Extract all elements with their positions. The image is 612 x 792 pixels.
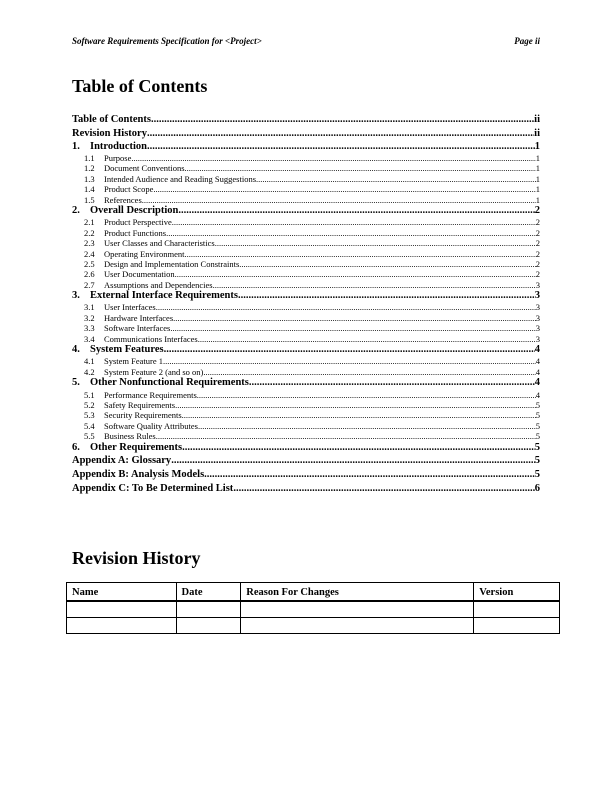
toc-entry-title: Other Nonfunctional Requirements — [90, 377, 249, 389]
toc-entry-title: References — [104, 194, 142, 205]
toc-entry-label — [72, 141, 147, 153]
toc-page-number: 3 — [534, 290, 540, 302]
column-header-name: Name — [67, 583, 177, 602]
toc-leader-dots — [238, 290, 535, 302]
toc-subentry[interactable] — [72, 302, 540, 312]
toc-entry-title: Appendix B: Analysis Models — [72, 468, 205, 480]
toc-entry-title: Software Interfaces — [104, 323, 171, 334]
toc-leader-dots — [147, 127, 534, 141]
toc-leader-dots — [249, 377, 535, 389]
toc-entry-title: Other Requirements — [90, 441, 183, 453]
toc-page-number: 5 — [535, 431, 540, 442]
table-row — [67, 618, 560, 634]
toc-page-number: 3 — [535, 279, 540, 290]
toc-entry-number: 3.4 — [84, 333, 95, 344]
toc-entry-label — [84, 334, 198, 344]
toc-leader-dots — [171, 454, 535, 468]
toc-page-number: 1 — [535, 152, 540, 163]
toc-entry[interactable] — [72, 141, 540, 153]
toc-leader-dots — [173, 313, 536, 323]
toc-page-number: 2 — [534, 204, 540, 216]
toc-entry[interactable] — [72, 454, 540, 468]
toc-entry-number: 4. — [72, 344, 80, 356]
toc-subentry[interactable] — [72, 410, 540, 420]
toc-entry-label — [84, 356, 163, 366]
toc-entry-title: Performance Requirements — [104, 389, 197, 400]
toc-entry-title: Communications Interfaces — [104, 333, 198, 344]
toc-page-number: 5 — [534, 454, 540, 466]
toc-leader-dots — [164, 344, 535, 356]
toc-page-number: 2 — [535, 258, 540, 269]
toc-entry-title: User Interfaces — [104, 302, 156, 313]
toc-page-number: 5 — [535, 420, 540, 431]
toc-subentry[interactable] — [72, 356, 540, 366]
toc-entry-label — [72, 205, 178, 217]
toc-entry-label — [84, 269, 175, 279]
toc-subentry[interactable] — [72, 163, 540, 173]
toc-leader-dots — [182, 442, 535, 454]
toc-entry-number: 5.5 — [84, 431, 95, 442]
toc-entry-label — [84, 400, 175, 410]
page-header — [72, 36, 540, 50]
toc-entry-number: 1.1 — [84, 152, 95, 163]
toc-leader-dots — [198, 421, 536, 431]
toc-leader-dots — [197, 390, 536, 400]
toc-page-number: ii — [534, 127, 540, 139]
toc-leader-dots — [203, 367, 535, 377]
toc-entry-label — [72, 454, 171, 468]
toc-entry-number: 2. — [72, 204, 80, 216]
toc-subentry[interactable] — [72, 153, 540, 163]
toc-entry-title: Appendix C: To Be Determined List — [72, 482, 234, 494]
toc-entry-title: Revision History — [72, 127, 147, 139]
toc-subentry[interactable] — [72, 174, 540, 184]
toc-entry-label — [72, 482, 233, 496]
toc-page-number: 6 — [534, 482, 540, 494]
toc-subentry[interactable] — [72, 323, 540, 333]
toc-entry-title: Software Quality Attributes — [104, 420, 198, 431]
toc-subentry[interactable] — [72, 367, 540, 377]
toc-subentry[interactable] — [72, 184, 540, 194]
toc-page-number: ii — [534, 114, 540, 125]
toc-leader-dots — [151, 113, 534, 127]
toc-entry-label — [84, 367, 203, 377]
toc-heading: Table of Contents — [72, 76, 208, 96]
toc-entry-label — [84, 163, 185, 173]
toc-entry-number: 5.4 — [84, 420, 95, 431]
toc-page-number: 2 — [535, 227, 540, 238]
toc-entry-label — [84, 249, 185, 259]
toc-entry-label — [84, 280, 213, 290]
toc-subentry[interactable] — [72, 313, 540, 323]
table-cell-name[interactable] — [67, 601, 177, 618]
toc-entry-title: User Classes and Characteristics — [104, 238, 215, 249]
toc-subentry[interactable] — [72, 195, 540, 205]
toc-entry[interactable] — [72, 205, 540, 217]
toc-entry-label — [84, 390, 197, 400]
toc-page-number: 3 — [535, 323, 540, 334]
toc-entry[interactable] — [72, 468, 540, 482]
toc-entry-title: Business Rules — [104, 431, 156, 442]
toc-subentry[interactable] — [72, 217, 540, 227]
toc-entry-title: Appendix A: Glossary — [72, 454, 172, 466]
toc-entry-number: 3. — [72, 290, 80, 302]
toc-subentry[interactable] — [72, 280, 540, 290]
toc-entry-title: Introduction — [90, 140, 147, 152]
toc-entry[interactable] — [72, 442, 540, 454]
toc-entry-label — [84, 302, 156, 312]
toc-leader-dots — [142, 195, 536, 205]
toc-entry-title: Purpose — [104, 152, 132, 163]
toc-entry-label — [72, 344, 164, 356]
table-cell-reason[interactable] — [241, 601, 474, 618]
column-header-reason: Reason For Changes — [241, 583, 474, 602]
toc-leader-dots — [204, 468, 535, 482]
toc-page-number: 1 — [534, 140, 540, 152]
toc-subentry[interactable] — [72, 249, 540, 259]
toc-entry-title: System Features — [90, 344, 164, 356]
toc-entry-title: Operating Environment — [104, 248, 185, 259]
toc-entry-number: 1. — [72, 140, 80, 152]
toc-leader-dots — [185, 163, 536, 173]
table-cell-date[interactable] — [176, 618, 241, 634]
toc-entry-number: 2.5 — [84, 258, 95, 269]
toc-leader-dots — [239, 259, 535, 269]
toc-entry-label — [84, 313, 173, 323]
toc-leader-dots — [147, 141, 535, 153]
header-document-title: Software Requirements Specification for <Project> — [72, 36, 262, 46]
toc-entry-label — [84, 174, 256, 184]
toc-entry-title: Product Perspective — [104, 217, 172, 228]
toc-leader-dots — [153, 184, 535, 194]
toc-entry-number: 1.4 — [84, 184, 95, 195]
toc-subentry[interactable] — [72, 400, 540, 410]
toc-page-number: 5 — [534, 441, 540, 453]
toc-leader-dots — [185, 249, 536, 259]
toc-entry-title: Table of Contents — [72, 114, 151, 125]
toc-subentry[interactable] — [72, 421, 540, 431]
table-header-row — [67, 583, 560, 602]
toc-entry-title: Document Conventions — [104, 163, 185, 174]
toc-entry-number: 3.1 — [84, 302, 95, 313]
toc-subentry[interactable] — [72, 269, 540, 279]
toc-entry[interactable] — [72, 344, 540, 356]
revision-history-heading: Revision History — [72, 548, 201, 568]
toc-entry-number: 2.3 — [84, 238, 95, 249]
toc-entry-number: 3.2 — [84, 312, 95, 323]
toc-page-number: 2 — [535, 269, 540, 280]
toc-entry-number: 4.1 — [84, 356, 95, 367]
toc-entry-label — [72, 290, 238, 302]
toc-entry-label — [84, 421, 198, 431]
toc-entry-title: Assumptions and Dependencies — [104, 279, 213, 290]
toc-entry-number: 1.3 — [84, 173, 95, 184]
toc-page-number: 4 — [534, 377, 540, 389]
table-cell-version[interactable] — [474, 601, 560, 618]
toc-entry-number: 5.2 — [84, 399, 95, 410]
toc-leader-dots — [213, 280, 536, 290]
column-header-date: Date — [176, 583, 241, 602]
toc-entry-label — [84, 228, 166, 238]
table-cell-date[interactable] — [176, 601, 241, 618]
toc-entry-label — [72, 442, 182, 454]
toc-entry-label — [84, 217, 172, 227]
toc-entry-number: 5.1 — [84, 389, 95, 400]
toc-subentry[interactable] — [72, 228, 540, 238]
toc-leader-dots — [198, 334, 536, 344]
toc-leader-dots — [233, 482, 534, 496]
toc-leader-dots — [172, 217, 536, 227]
table-cell-name[interactable] — [67, 618, 177, 634]
toc-entry-label — [84, 410, 182, 420]
toc-page-number: 1 — [535, 163, 540, 174]
toc-subentry[interactable] — [72, 431, 540, 441]
table-cell-reason[interactable] — [241, 618, 474, 634]
toc-entry-title: System Feature 2 (and so on) — [104, 366, 204, 377]
toc-page-number: 3 — [535, 312, 540, 323]
toc-page-number: 4 — [535, 366, 540, 377]
toc-entry[interactable] — [72, 127, 540, 141]
toc-entry-number: 6. — [72, 441, 80, 453]
toc-entry-title: Intended Audience and Reading Suggestions — [104, 173, 257, 184]
toc-entry-number: 5.3 — [84, 410, 95, 421]
toc-entry[interactable] — [72, 482, 540, 496]
revision-history-table — [66, 582, 560, 634]
toc-page-number: 2 — [535, 248, 540, 259]
toc-page-number: 5 — [535, 410, 540, 421]
toc-leader-dots — [175, 400, 536, 410]
toc-page-number: 5 — [534, 468, 540, 480]
toc-leader-dots — [215, 238, 536, 248]
toc-entry-title: Design and Implementation Constraints — [104, 258, 240, 269]
toc-page-number: 4 — [535, 356, 540, 367]
toc-entry-number: 5. — [72, 377, 80, 389]
toc-leader-dots — [166, 228, 536, 238]
toc-page-number: 4 — [534, 344, 540, 356]
toc-leader-dots — [178, 205, 534, 217]
toc-entry-number: 2.4 — [84, 248, 95, 259]
toc-leader-dots — [182, 410, 536, 420]
toc-page-number: 1 — [535, 184, 540, 195]
toc-entry-number: 1.2 — [84, 163, 95, 174]
toc-page-number: 2 — [535, 238, 540, 249]
toc-page-number: 1 — [535, 194, 540, 205]
table-cell-version[interactable] — [474, 618, 560, 634]
toc-entry-title: Overall Description — [90, 204, 179, 216]
table-row — [67, 601, 560, 618]
table-of-contents — [72, 113, 540, 495]
toc-page-number: 1 — [535, 173, 540, 184]
toc-entry-title: User Documentation — [104, 269, 175, 280]
toc-leader-dots — [256, 174, 536, 184]
toc-entry-title: Product Scope — [104, 184, 154, 195]
toc-entry-number: 4.2 — [84, 366, 95, 377]
toc-entry-label — [72, 377, 249, 389]
toc-entry-number: 2.6 — [84, 269, 95, 280]
toc-entry-number: 2.1 — [84, 217, 95, 228]
toc-entry-number: 2.7 — [84, 279, 95, 290]
toc-entry-title: Product Functions — [104, 227, 167, 238]
toc-entry-label — [84, 323, 170, 333]
toc-leader-dots — [170, 323, 535, 333]
toc-entry-label — [84, 238, 215, 248]
toc-entry-label — [84, 195, 142, 205]
toc-leader-dots — [175, 269, 536, 279]
toc-entry-label — [84, 431, 156, 441]
toc-entry-number: 2.2 — [84, 227, 95, 238]
toc-entry-title: Hardware Interfaces — [104, 312, 174, 323]
toc-entry-label — [84, 184, 153, 194]
toc-leader-dots — [156, 431, 536, 441]
toc-entry-number: 1.5 — [84, 194, 95, 205]
toc-leader-dots — [163, 356, 536, 366]
toc-entry-label — [72, 468, 204, 482]
toc-leader-dots — [156, 302, 536, 312]
toc-entry-label — [72, 113, 151, 127]
toc-entry-label — [84, 259, 239, 269]
toc-page-number: 2 — [535, 217, 540, 228]
column-header-version: Version — [474, 583, 560, 602]
toc-subentry[interactable] — [72, 238, 540, 248]
header-page-number: Page ii — [514, 36, 540, 46]
toc-entry-title: System Feature 1 — [104, 356, 164, 367]
toc-entry-title: External Interface Requirements — [90, 290, 238, 302]
toc-page-number: 4 — [535, 389, 540, 400]
toc-entry[interactable] — [72, 377, 540, 389]
toc-subentry[interactable] — [72, 259, 540, 269]
toc-leader-dots — [131, 153, 535, 163]
toc-page-number: 3 — [535, 302, 540, 313]
toc-entry[interactable] — [72, 290, 540, 302]
toc-subentry[interactable] — [72, 390, 540, 400]
toc-entry-label — [72, 127, 147, 141]
toc-entry[interactable] — [72, 113, 540, 127]
toc-page-number: 3 — [535, 333, 540, 344]
toc-subentry[interactable] — [72, 334, 540, 344]
toc-entry-title: Safety Requirements — [104, 399, 176, 410]
toc-page-number: 5 — [535, 399, 540, 410]
toc-entry-title: Security Requirements — [104, 410, 182, 421]
toc-entry-number: 3.3 — [84, 323, 95, 334]
toc-entry-label — [84, 153, 131, 163]
